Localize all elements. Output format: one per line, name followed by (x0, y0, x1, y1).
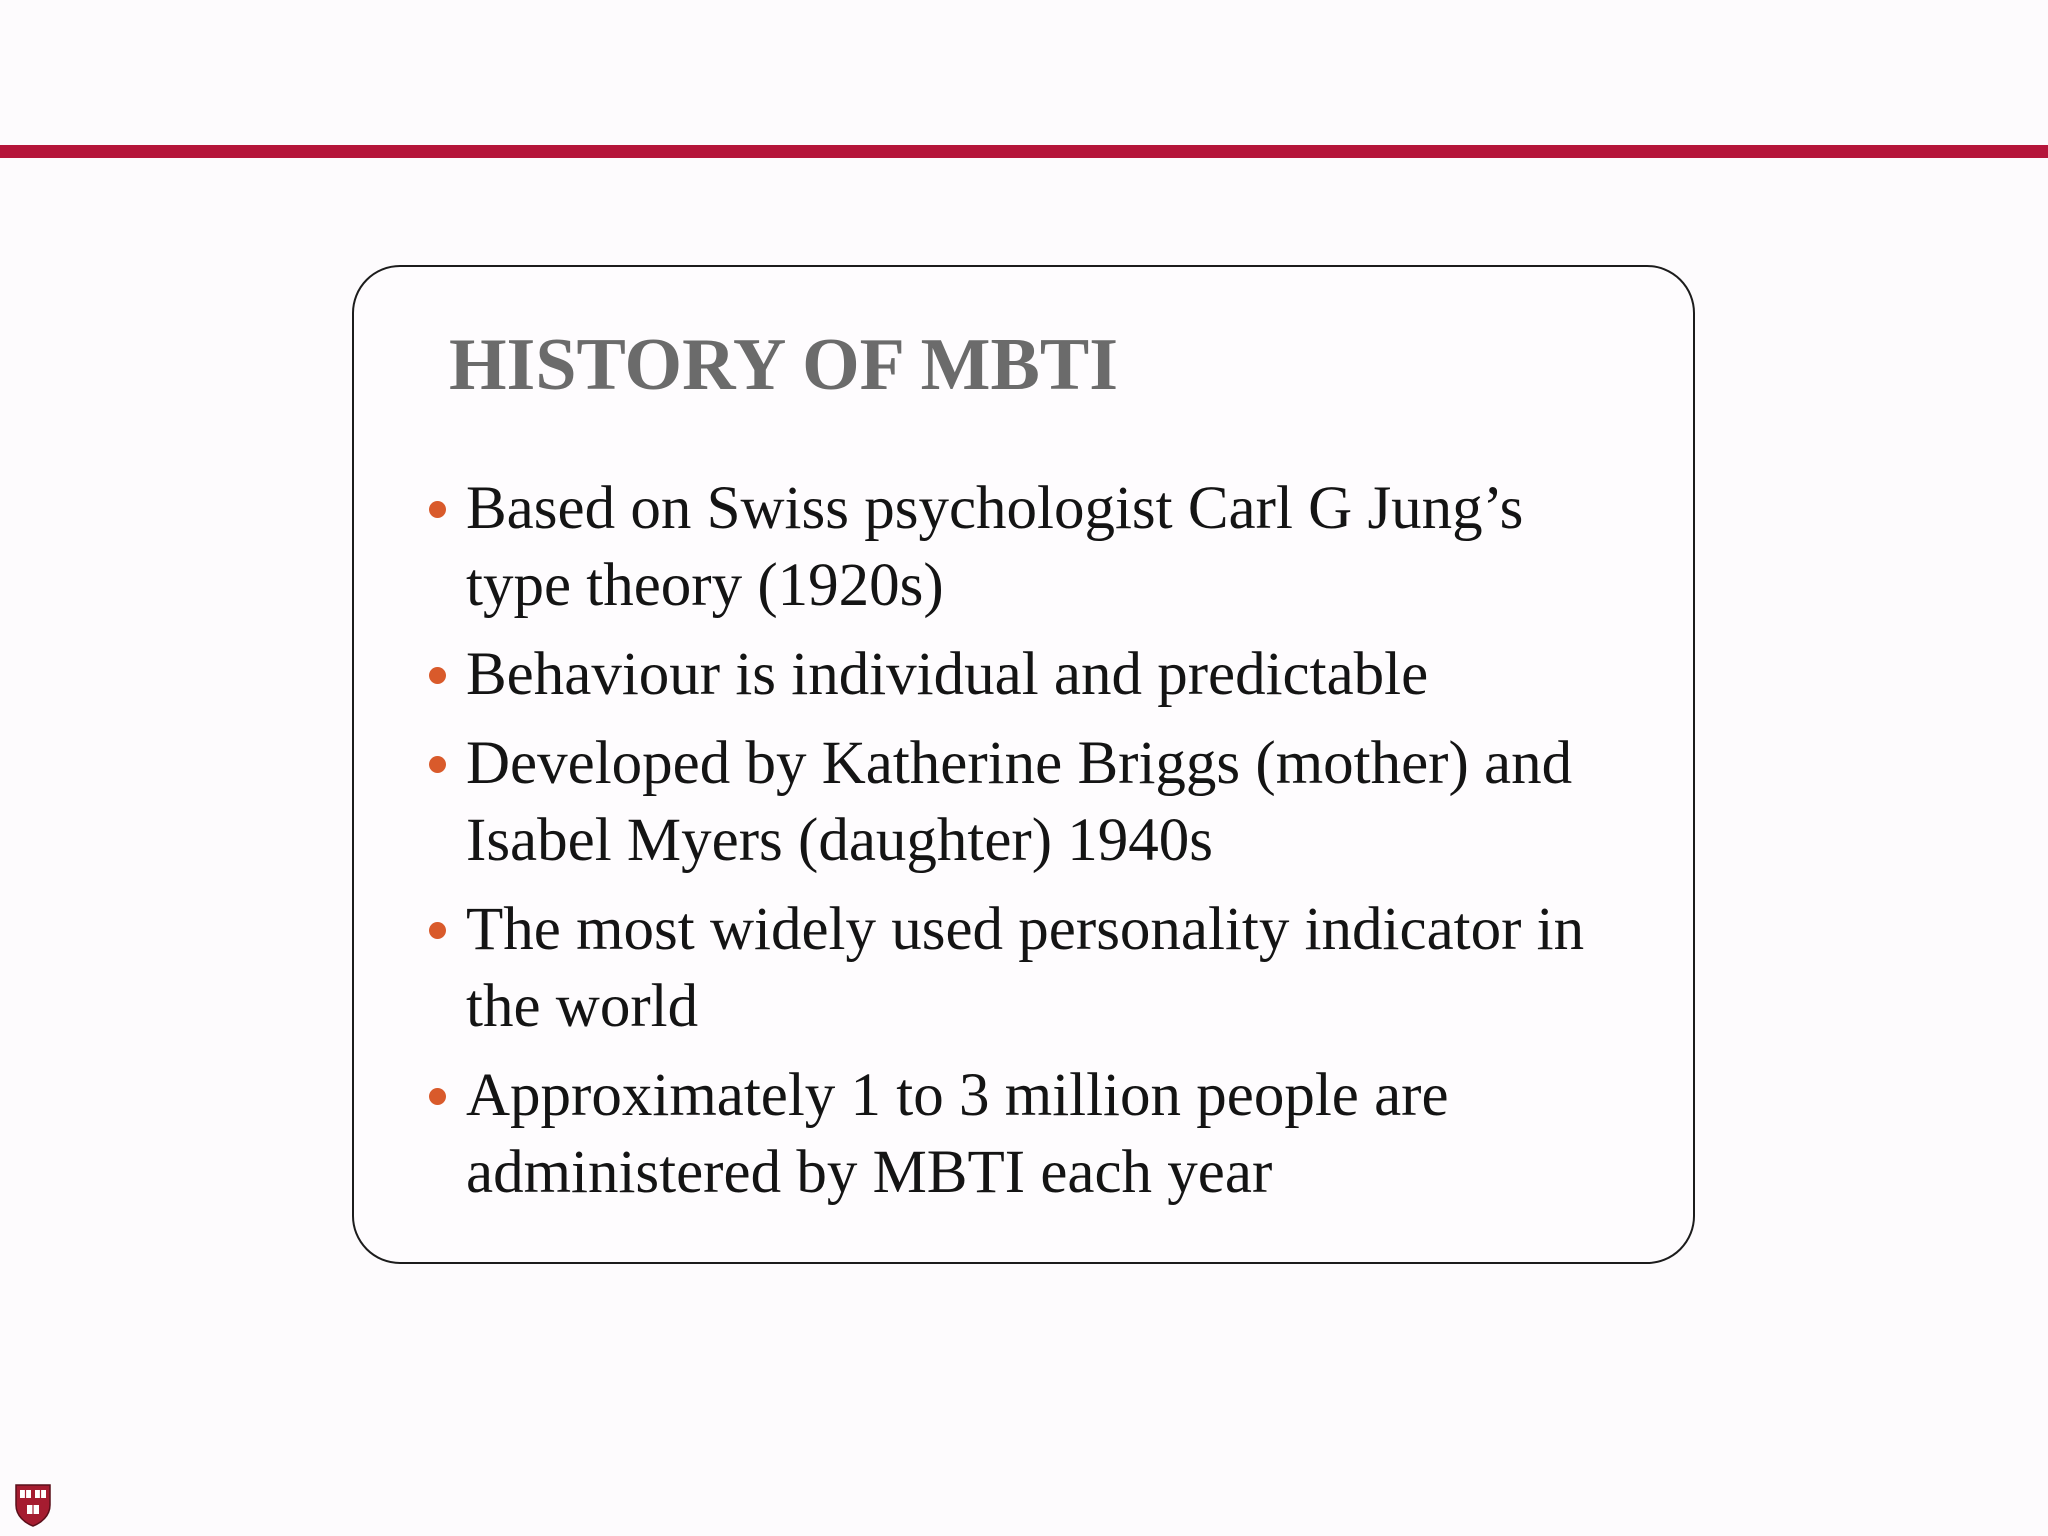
bullet-text: Behaviour is individual and predictable (466, 641, 1429, 708)
bullet-item (426, 725, 1626, 879)
bullet-dot-icon (429, 1088, 446, 1105)
bullet-item (426, 1057, 1626, 1211)
top-accent-rule (0, 145, 2048, 158)
bullet-dot-icon (429, 667, 446, 684)
bullet-item (426, 636, 1626, 713)
bullet-text: The most widely used personality indicator in the world (466, 896, 1585, 1040)
bullet-item (426, 891, 1626, 1045)
bullet-dot-icon (429, 756, 446, 773)
bullet-item (426, 470, 1626, 624)
bullet-text: Based on Swiss psychologist Carl G Jung’s type theory (1920s) (466, 475, 1524, 619)
bullet-text: Approximately 1 to 3 million people are administered by MBTI each year (466, 1062, 1449, 1206)
slide-title: HISTORY OF MBTI (449, 324, 1118, 406)
bullet-dot-icon (429, 501, 446, 518)
bullet-text: Developed by Katherine Briggs (mother) and Isabel Myers (daughter) 1940s (466, 730, 1573, 874)
bullet-dot-icon (429, 922, 446, 939)
bullet-list (426, 470, 1626, 1223)
shield-crest-icon (14, 1483, 52, 1527)
